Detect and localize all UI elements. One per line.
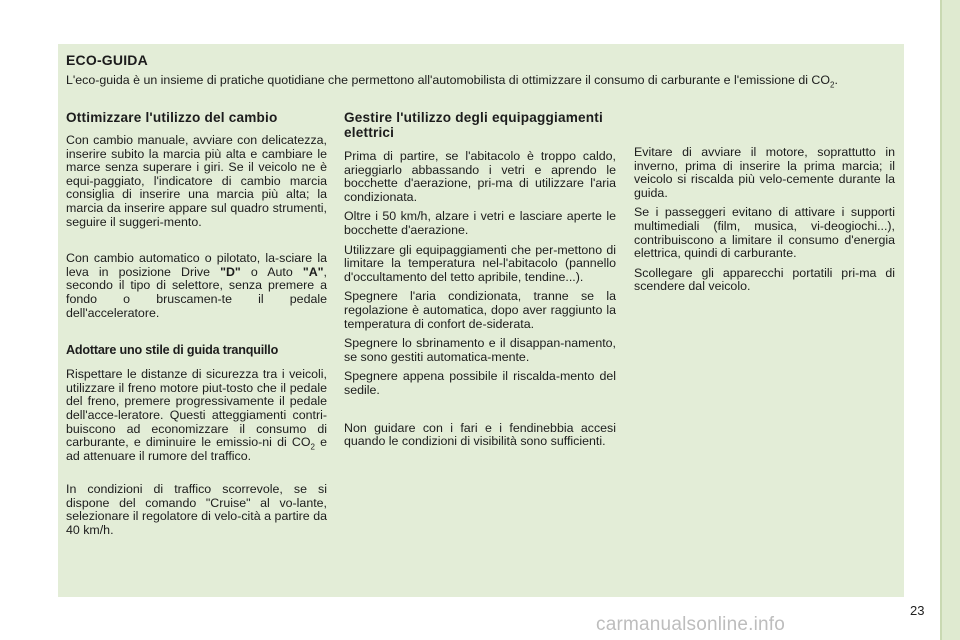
heading-gearbox: Ottimizzare l'utilizzo del cambio xyxy=(66,110,278,125)
page-edge-line xyxy=(940,0,942,640)
column-continued xyxy=(634,146,895,300)
paragraph-engine-start: Evitare di avviare il motore, soprattutto in inverno, prima di inserire la prima marcia; il veicolo si riscalda più velo-cemente durante la guida. xyxy=(634,145,895,200)
paragraph-air-conditioning: Spegnere l'aria condizionata, tranne se la regolazione è automatica, dopo aver raggiunto la temperatura di confort de-siderata. xyxy=(344,289,616,331)
paragraph-portable-devices: Scollegare gli apparecchi portatili pri-ma di scendere dal veicolo. xyxy=(634,265,895,294)
p2-text-b: o Auto xyxy=(240,264,303,279)
intro-paragraph xyxy=(66,73,898,90)
section-title: ECO-GUIDA xyxy=(66,52,148,68)
heading-calm-driving: Adottare uno stile di guida tranquillo xyxy=(66,343,279,358)
page-edge-strip xyxy=(940,0,960,640)
heading-electrical: Gestire l'utilizzo degli equipaggiamenti elettrici xyxy=(344,110,603,140)
intro-text: L'eco-guida è un insieme di pratiche quotidiane che permettono all'automobilista di ottimizzare il consumo di carburante e l'emissione di CO xyxy=(66,73,831,87)
paragraph-safety-distance xyxy=(66,368,327,463)
paragraph-ventilate: Prima di partire, se l'abitacolo è troppo caldo, arieggiarlo abbassando i vetri e aprendo le bocchette d'aerazione, pri-ma di utilizzare l'aria condizionata. xyxy=(344,149,616,204)
paragraph-manual-gearbox: Con cambio manuale, avviare con delicatezza, inserire subito la marcia più alta e cambiare le marce senza superare i giri. Se il veicolo ne è equi-paggiato, l'indicatore di cambio marcia consiglia di inserire una marcia più alta; la marcia da inserire appare sul quadro strumenti, seguire il suggeri-mento. xyxy=(66,133,327,229)
drive-label: "D" xyxy=(220,264,241,279)
intro-end: . xyxy=(834,73,838,87)
p3-text-b: e ad attenuare il rumore del traffico. xyxy=(66,435,327,463)
paragraph-multimedia: Se i passeggeri evitano di attivare i supporti multimediali (film, musica, vi-deogiochi...), contribuiscono a limitare il consumo d'energia elettrica, quindi di carburante. xyxy=(634,205,895,261)
paragraph-windows: Oltre i 50 km/h, alzare i vetri e lasciare aperte le bocchette d'aerazione. xyxy=(344,209,616,237)
paragraph-automatic-gearbox xyxy=(66,252,327,320)
p3-subscript: 2 xyxy=(310,442,315,452)
paragraph-sun-blinds: Utilizzare gli equipaggiamenti che per-mettono di limitare la temperatura nel-l'abitacolo (pannello d'occultamento del tetto apribile, tendine...). xyxy=(344,242,616,284)
paragraph-demisting: Spegnere lo sbrinamento e il disappan-namento, se sono gestiti automatica-mente. xyxy=(344,336,616,364)
p2-text-a: Con cambio automatico o pilotato, la-sciare la leva in posizione Drive xyxy=(66,251,327,279)
p3-text-a: Rispettare le distanze di sicurezza tra i veicoli, utilizzare il freno motore piut-tosto che il pedale del freno, premere progressivamente il pedale dell'acce-leratore. Questi atteggiamenti contri-buiscono ad economizzare il consumo di carburante, e diminuire le emissio-ni di CO xyxy=(66,367,327,450)
watermark-text: carmanualsonline.info xyxy=(596,614,786,635)
p2-text-c: , secondo il tipo di selettore, senza premere a fondo o bruscamen-te il pedale dell'acceleratore. xyxy=(66,264,327,320)
paragraph-seat-heating: Spegnere appena possibile il riscalda-mento del sedile. xyxy=(344,369,616,397)
paragraph-fog-lamps: Non guidare con i fari e i fendinebbia accesi quando le condizioni di visibilità sono sufficienti. xyxy=(344,420,616,449)
page-number: 23 xyxy=(910,603,925,618)
intro-subscript: 2 xyxy=(830,80,835,90)
paragraph-cruise-control: In condizioni di traffico scorrevole, se si dispone del comando "Cruise" al vo-lante, selezionare il regolatore di velo-cità a partire da 40 km/h. xyxy=(66,482,327,538)
column-electrical xyxy=(344,110,616,455)
auto-label: "A" xyxy=(302,264,324,279)
column-gearbox xyxy=(66,110,327,538)
